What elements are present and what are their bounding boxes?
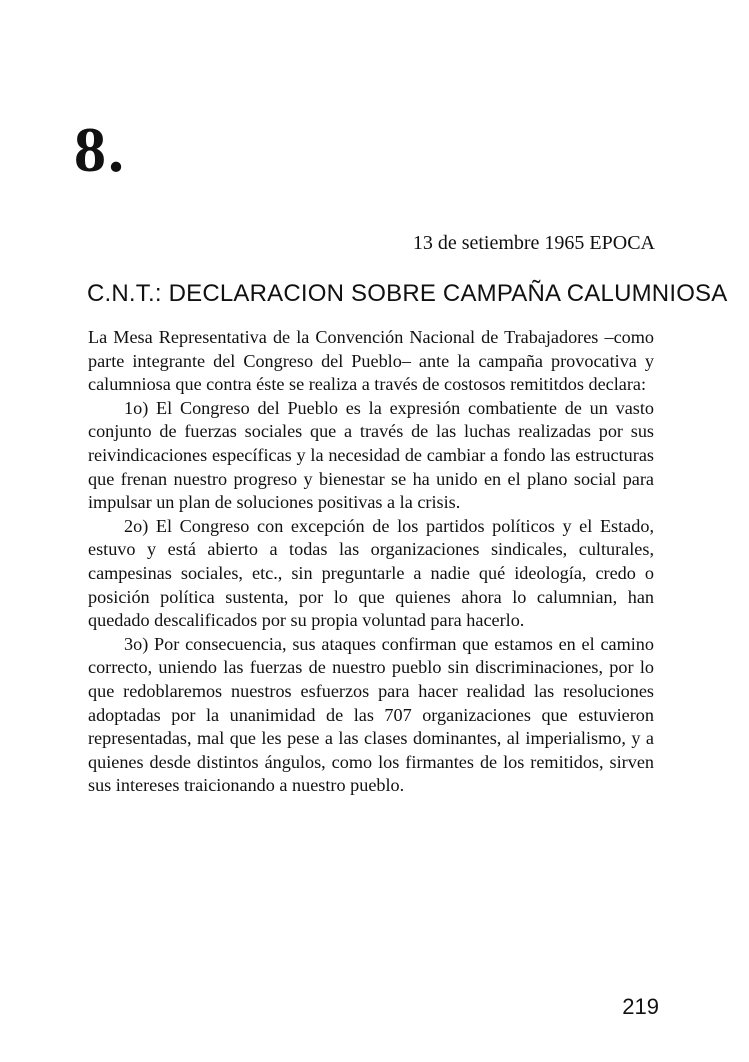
body-text — [88, 326, 654, 798]
point-1-paragraph: 1o) El Congreso del Pueblo es la expresión combatiente de un vasto conjunto de fuerzas sociales que a través de las luchas realizadas por sus reivindicaciones específicas y la necesidad de cambiar a fondo las estructuras que frenan nuestro progreso y bienestar se ha unido en el plano social para impulsar un plan de soluciones positivas a la crisis. — [88, 397, 654, 513]
point-3-paragraph: 3o) Por consecuencia, sus ataques confirman que estamos en el camino correcto, uniendo las fuerzas de nuestro pueblo sin discriminaciones, por lo que redoblaremos nuestros esfuerzos para hacer realidad las resoluciones adoptadas por la unanimidad de las 707 organizaciones que estuvieron representadas, mal que les pese a las clases dominantes, al imperialismo, y a quienes desde distintos ángulos, como los firmantes de los remitidos, sirven sus intereses traicionando a nuestro pueblo. — [88, 633, 654, 796]
chapter-number: 8. — [74, 114, 126, 185]
intro-paragraph: La Mesa Representativa de la Convención Nacional de Trabajadores –como parte integrante del Congreso del Pueblo– ante la campaña provocativa y calumniosa que contra éste se realiza a través de costosos remititdos declara: — [88, 327, 654, 395]
date-line: 13 de setiembre 1965 EPOCA — [412, 232, 655, 254]
document-title: C.N.T.: DECLARACION SOBRE CAMPAÑA CALUMNIOSA — [87, 280, 728, 307]
point-2-paragraph: 2o) El Congreso con excepción de los partidos políticos y el Estado, estuvo y está abierto a todas las organizaciones sindicales, culturales, campesinas sociales, etc., sin preguntarle a nadie qué ideología, credo o posición política sustenta, por lo que quienes ahora lo calumnian, han quedado descalificados por su propia voluntad para hacerlo. — [88, 515, 654, 631]
page-number: 219 — [622, 994, 659, 1019]
